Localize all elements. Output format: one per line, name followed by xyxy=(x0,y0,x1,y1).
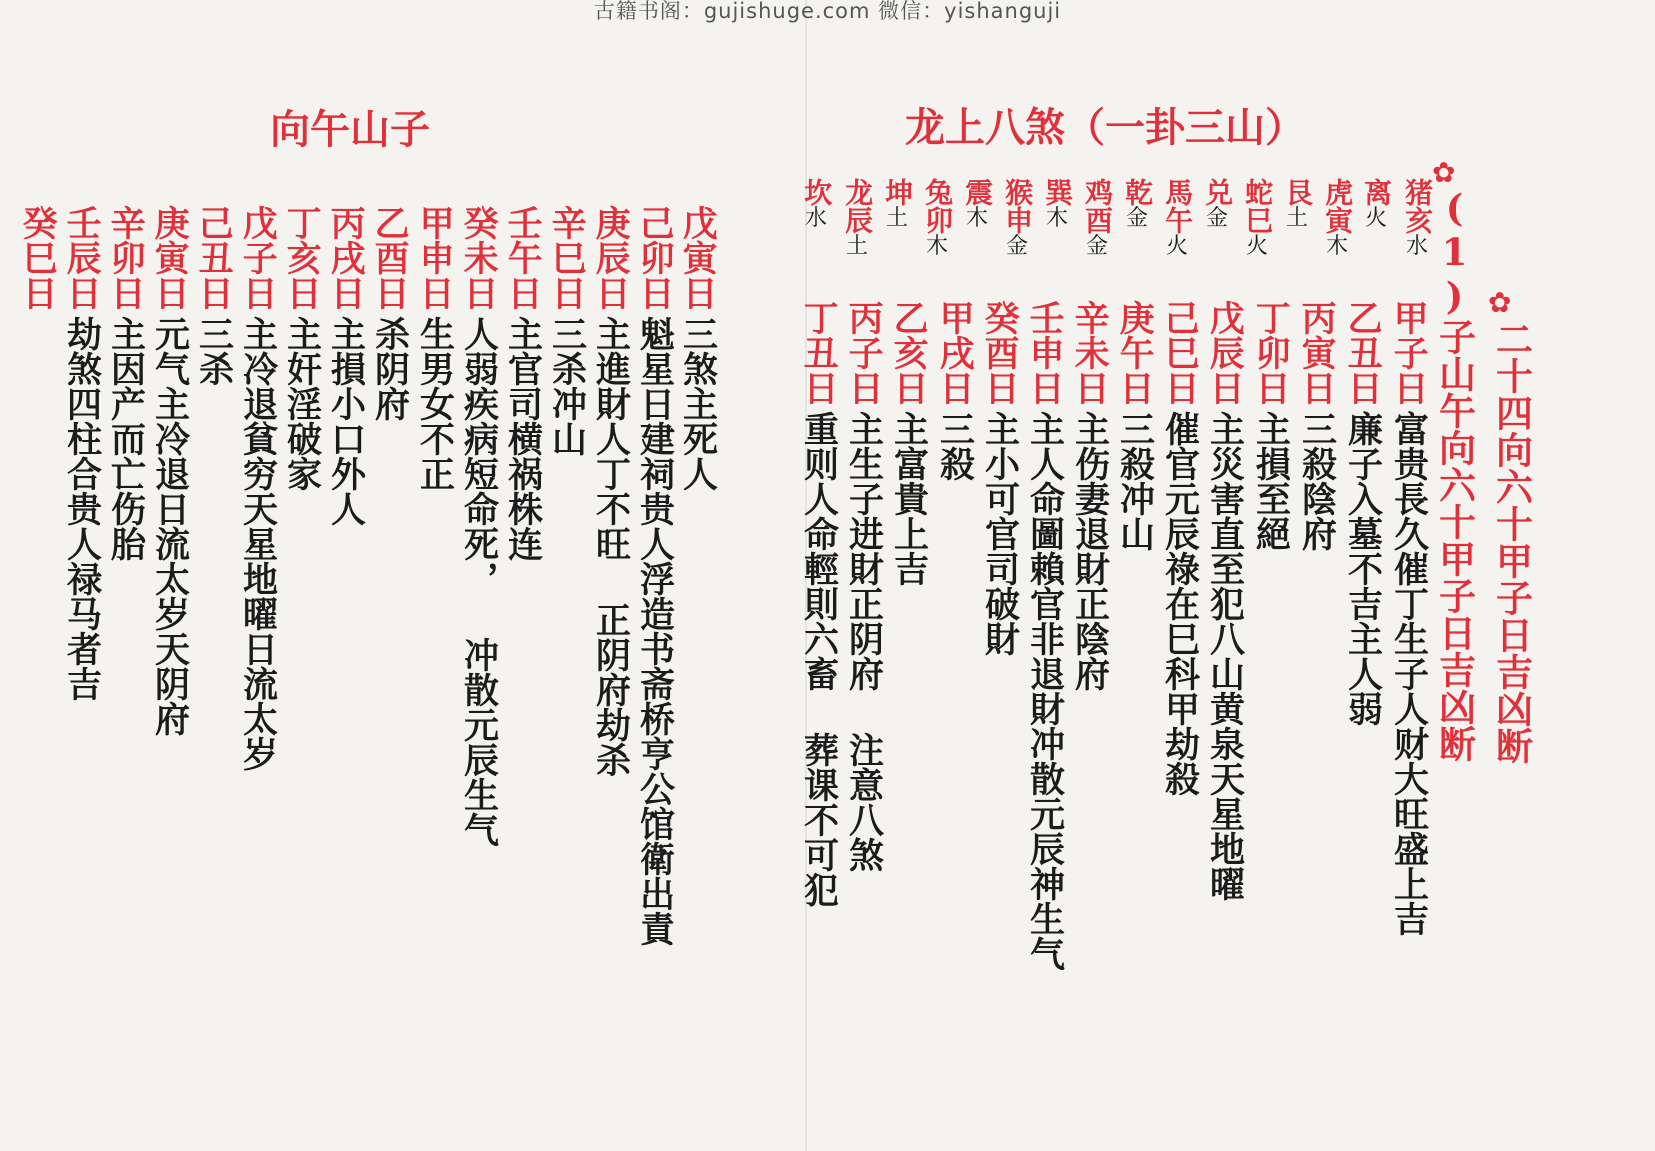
day-label: 庚寅日 xyxy=(149,205,191,310)
side-heading: 二十四向六十甲子日吉凶断 xyxy=(1489,320,1534,764)
day-entry xyxy=(675,205,719,491)
day-text: 魁星日建祠贵人浮造书斋桥亨公馆衛出責 xyxy=(634,316,676,946)
day-entry xyxy=(1067,300,1111,691)
day-text: 元气主冷退日流太岁天阴府 xyxy=(149,316,191,736)
gua-element: 金 xyxy=(1125,206,1148,231)
gua-element: 金 xyxy=(1205,206,1228,231)
day-label: 丁亥日 xyxy=(281,205,323,310)
day-entry xyxy=(59,205,103,701)
day-entry xyxy=(456,205,500,847)
day-entry xyxy=(1202,300,1246,901)
day-entry xyxy=(15,205,59,310)
gua-name: 蛇巳 xyxy=(1241,178,1275,234)
day-entry xyxy=(1022,300,1066,971)
day-entry xyxy=(191,205,235,386)
gua-element: 水 xyxy=(1405,234,1428,259)
day-text: 三杀冲山 xyxy=(546,316,588,456)
day-label: 辛巳日 xyxy=(546,205,588,310)
day-entry xyxy=(1294,300,1338,551)
day-label: 壬午日 xyxy=(502,205,544,310)
gua-item xyxy=(998,178,1036,259)
day-text: 主人命圖賴官非退財冲散元辰神生气 xyxy=(1024,411,1066,971)
day-entry xyxy=(367,205,411,421)
gua-element: 火 xyxy=(1245,234,1268,259)
gua-element: 火 xyxy=(1165,234,1188,259)
day-entry xyxy=(632,205,676,946)
day-text: 催官元辰祿在巳科甲劫殺 xyxy=(1159,411,1201,796)
gua-name: 艮 xyxy=(1281,178,1315,206)
day-text: 富贵長久催丁生子人财大旺盛上吉 xyxy=(1388,411,1430,936)
gua-element: 水 xyxy=(804,206,827,231)
gua-item xyxy=(1118,178,1156,231)
gua-item xyxy=(918,178,956,259)
gua-item xyxy=(1038,178,1076,231)
gua-item xyxy=(1357,178,1395,231)
gua-item xyxy=(797,178,835,231)
gua-name: 猴申 xyxy=(1001,178,1035,234)
knot-ornament-icon: ✿ xyxy=(1432,156,1456,189)
day-entry xyxy=(1248,300,1292,551)
gua-element: 土 xyxy=(885,206,908,231)
day-text: 重则人命輕則六畜 葬课不可犯 xyxy=(798,411,840,907)
gua-name: 馬午 xyxy=(1161,178,1195,234)
gua-item xyxy=(1398,178,1436,259)
day-entry xyxy=(886,300,930,586)
day-entry xyxy=(279,205,323,491)
day-label: 己巳日 xyxy=(1159,300,1201,405)
day-label: 壬辰日 xyxy=(61,205,103,310)
day-entry xyxy=(412,205,456,491)
day-entry xyxy=(500,205,544,561)
day-label: 己卯日 xyxy=(634,205,676,310)
right-page-title: 龙上八煞（一卦三山） xyxy=(905,104,1305,151)
day-text: 主冷退貧穷天星地曜日流太岁 xyxy=(237,316,279,771)
day-label: 乙亥日 xyxy=(888,300,930,405)
gua-name: 兔卯 xyxy=(921,178,955,234)
day-label: 癸巳日 xyxy=(17,205,59,310)
day-entry xyxy=(841,300,885,872)
day-text: 主生子进財正阴府 注意八煞 xyxy=(843,411,885,872)
day-text: 主奸淫破家 xyxy=(281,316,323,491)
day-label: 丙寅日 xyxy=(1296,300,1338,405)
day-label: 甲子日 xyxy=(1388,300,1430,405)
gua-name: 猪亥 xyxy=(1401,178,1435,234)
gua-element: 木 xyxy=(925,234,948,259)
knot-ornament-icon: ✿ xyxy=(1488,286,1512,319)
day-text: 三煞主死人 xyxy=(677,316,719,491)
day-label: 戊寅日 xyxy=(677,205,719,310)
gua-name: 坎 xyxy=(800,178,834,206)
day-text: 三殺 xyxy=(934,411,976,481)
day-label: 己丑日 xyxy=(193,205,235,310)
day-text: 三殺冲山 xyxy=(1114,411,1156,551)
day-text: 生男女不正 xyxy=(414,316,456,491)
gua-element: 土 xyxy=(1285,206,1308,231)
gua-element: 金 xyxy=(1005,234,1028,259)
day-text: 杀阴府 xyxy=(369,316,411,421)
day-label: 丙戌日 xyxy=(325,205,367,310)
day-entry xyxy=(932,300,976,481)
day-text: 主小可官司破財 xyxy=(979,411,1021,656)
day-label: 戊子日 xyxy=(237,205,279,310)
day-label: 壬申日 xyxy=(1024,300,1066,405)
left-page-title: 向午山子 xyxy=(270,106,430,153)
gua-item xyxy=(1078,178,1116,259)
gua-item xyxy=(1158,178,1196,259)
day-label: 癸酉日 xyxy=(979,300,1021,405)
day-entry xyxy=(796,300,840,907)
gua-item xyxy=(1318,178,1356,259)
day-entry xyxy=(103,205,147,561)
day-text: 主災害直至犯八山黄泉天星地曜 xyxy=(1204,411,1246,901)
gua-item xyxy=(1278,178,1316,231)
gua-name: 鸡酉 xyxy=(1081,178,1115,234)
day-entry xyxy=(1112,300,1156,551)
day-label: 丁丑日 xyxy=(798,300,840,405)
day-text: 主伤妻退財正陰府 xyxy=(1069,411,1111,691)
gua-element: 木 xyxy=(1325,234,1348,259)
day-text: 主進財人丁不旺 正阴府劫杀 xyxy=(590,316,632,777)
day-label: 戊辰日 xyxy=(1204,300,1246,405)
day-text: 主損至絕 xyxy=(1250,411,1292,551)
gua-item xyxy=(838,178,876,259)
day-text: 三殺陰府 xyxy=(1296,411,1338,551)
gua-name: 巽 xyxy=(1041,178,1075,206)
day-label: 乙丑日 xyxy=(1342,300,1384,405)
section-heading: (1)子山午向六十甲子日吉凶断 xyxy=(1432,186,1477,762)
day-label: 辛卯日 xyxy=(105,205,147,310)
day-text: 主損小口外人 xyxy=(325,316,367,526)
day-entry xyxy=(1340,300,1384,726)
day-entry xyxy=(147,205,191,736)
gua-name: 龙辰 xyxy=(841,178,875,234)
day-entry xyxy=(1157,300,1201,796)
gua-name: 震 xyxy=(961,178,995,206)
gua-element: 火 xyxy=(1364,206,1387,231)
day-label: 庚辰日 xyxy=(590,205,632,310)
day-text: 主富貴上吉 xyxy=(888,411,930,586)
day-entry xyxy=(323,205,367,526)
day-label: 辛未日 xyxy=(1069,300,1111,405)
day-label: 乙酉日 xyxy=(369,205,411,310)
gua-element: 木 xyxy=(1045,206,1068,231)
gua-element: 土 xyxy=(845,234,868,259)
day-label: 丁卯日 xyxy=(1250,300,1292,405)
day-entry xyxy=(588,205,632,777)
gua-name: 乾 xyxy=(1121,178,1155,206)
day-text: 主官司横祸株连 xyxy=(502,316,544,561)
day-text: 主因产而亡伤胎 xyxy=(105,316,147,561)
day-label: 丙子日 xyxy=(843,300,885,405)
gua-element: 木 xyxy=(965,206,988,231)
gua-item xyxy=(958,178,996,231)
gua-item xyxy=(1238,178,1276,259)
day-entry xyxy=(235,205,279,771)
gua-name: 坤 xyxy=(881,178,915,206)
day-text: 劫煞四柱合贵人禄马者吉 xyxy=(61,316,103,701)
gua-name: 虎寅 xyxy=(1321,178,1355,234)
day-label: 癸未日 xyxy=(458,205,500,310)
gua-name: 兑 xyxy=(1201,178,1235,206)
day-text: 三杀 xyxy=(193,316,235,386)
day-label: 甲申日 xyxy=(414,205,456,310)
watermark-header: 古籍书阁：gujishuge.com 微信：yishanguji xyxy=(593,0,1062,23)
gua-element: 金 xyxy=(1085,234,1108,259)
day-entry xyxy=(977,300,1021,656)
gua-item xyxy=(1198,178,1236,231)
day-entry xyxy=(544,205,588,456)
day-entry xyxy=(1386,300,1430,936)
gua-name: 离 xyxy=(1360,178,1394,206)
day-label: 甲戌日 xyxy=(934,300,976,405)
day-text: 人弱疾病短命死， 冲散元辰生气 xyxy=(458,316,500,847)
gua-item xyxy=(878,178,916,231)
day-label: 庚午日 xyxy=(1114,300,1156,405)
day-text: 廉子入墓不吉主人弱 xyxy=(1342,411,1384,726)
